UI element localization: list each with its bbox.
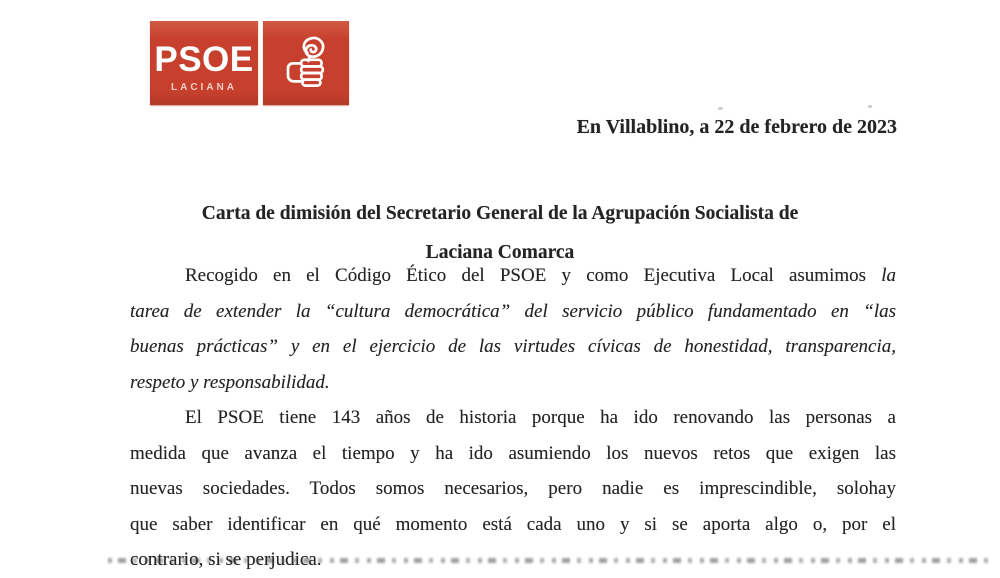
paragraph-2: [130, 400, 896, 578]
text-line: medida que avanza el tiempo y ha ido asumiendo los nuevos retos que exigen las: [130, 442, 896, 464]
scan-speck: [868, 105, 872, 108]
psoe-logo: [150, 21, 349, 105]
text-line: El PSOE tiene 143 años de historia porque ha ido renovando las personas a: [185, 407, 896, 428]
text-line: [130, 258, 896, 294]
p1-line1-normal: Recogido en el Código Ético del PSOE y como Ejecutiva Local asumimos: [185, 265, 867, 286]
logo-sub-text: LACIANA: [171, 82, 237, 93]
fist-and-rose-icon: [276, 27, 336, 100]
text-line: tarea de extender la “cultura democrática” del servicio público fundamentado en “las: [130, 300, 896, 322]
logo-psoe-square: [150, 21, 258, 105]
dateline: En Villablino, a 22 de febrero de 2023: [576, 116, 897, 138]
text-line: nuevas sociedades. Todos somos necesarios, pero nadie es imprescindible, solohay: [130, 478, 896, 499]
text-line: que saber identificar en qué momento está cada uno y si se aporta algo o, por el: [130, 513, 896, 535]
cutoff-text-artifact: [108, 558, 988, 563]
logo-org-text: PSOE: [154, 40, 254, 79]
p1-line1-italic: la: [881, 265, 897, 286]
text-line: respeto y responsabilidad.: [130, 371, 330, 393]
text-line: buenas prácticas” y en el ejercicio de las virtudes cívicas de honestidad, transparencia,: [130, 336, 896, 357]
text-line: contrario, si se perjudica.: [130, 549, 322, 570]
paragraph-1: [130, 258, 896, 400]
title-line-1: Carta de dimisión del Secretario General de la Agrupación Socialista de: [201, 203, 799, 224]
title-line-2: Laciana Comarca: [425, 242, 575, 263]
scan-speck: [718, 107, 723, 110]
logo-emblem-square: [263, 21, 349, 105]
